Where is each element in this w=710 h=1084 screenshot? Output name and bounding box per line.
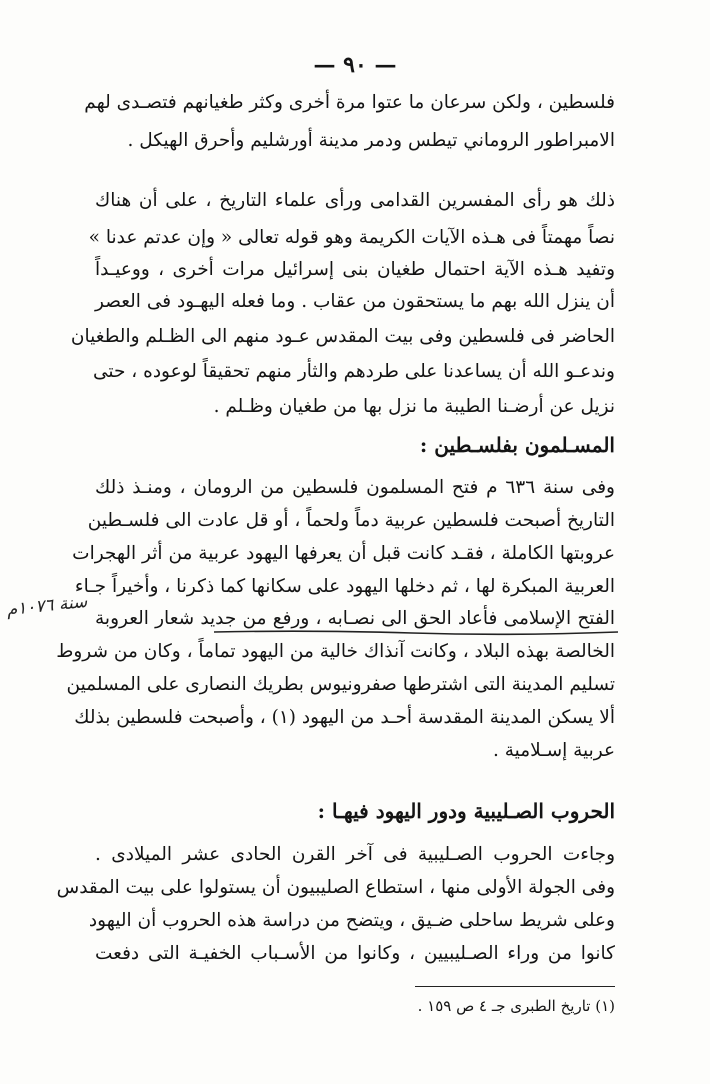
text-line: الامبراطور الروماني تيطس ودمر مدينة أورشليم وأحرق الهيكل . [127, 130, 615, 151]
text-line: وجاءت الحروب الصـليبية فى آخر القرن الحادى عشر الميلادى . [95, 844, 615, 865]
text-line: نزيل عن أرضـنا الطيبة ما نزل بها من طغيان وظـلم . [213, 396, 615, 417]
text-line: وندعـو الله أن يساعدنا على طردهم والثأر منهم تحقيقاً لوعوده ، حتى [92, 361, 615, 382]
text-line: عروبتها الكاملة ، فقـد كانت قبل أن يعرفها اليهود عربية من أثر الهجرات [72, 543, 615, 564]
text-line: العربية المبكرة لها ، ثم دخلها اليهود على سكانها كما ذكرنا ، وأخيراً جـاء [74, 576, 615, 597]
text-line: وعلى شريط ساحلى ضـيق ، ويتضح من دراسة هذه الحروب أن اليهود [88, 910, 615, 931]
text-line: وتفيد هـذه الآية احتمال طغيان بنى إسرائيل مرات أخرى ، ووعيـداً [95, 259, 615, 280]
text-line: عربية إسـلامية . [492, 740, 615, 761]
footnote: (١) تاريخ الطبرى جـ ٤ ص ١٥٩ . [417, 997, 615, 1015]
handwritten-margin-note: سنة ١٠٧٦م [5, 591, 89, 621]
section-heading: المسـلمون بفلسـطين : [419, 433, 615, 457]
text-line: فلسطين ، ولكن سرعان ما عتوا مرة أخرى وكثر طغيانهم فتصـدى لهم [84, 92, 615, 113]
page-number: — ٩٠ — [313, 52, 397, 78]
text-line: نصاً مهمتاً فى هـذه الآيات الكريمة وهو قوله تعالى « وإن عدتم عدنا » [88, 227, 615, 248]
text-line: الخالصة بهذه البلاد ، وكانت آنذاك خالية من اليهود تماماً ، وكان من شروط [56, 641, 615, 662]
text-line: ذلك هو رأى المفسرين القدامى ورأى علماء التاريخ ، على أن هناك [95, 190, 615, 211]
text-line: وفى الجولة الأولى منها ، استطاع الصليبيون أن يستولوا على بيت المقدس [56, 877, 615, 898]
text-line: الفتح الإسلامى فأعاد الحق الى نصـابه ، ورفع من جديد شعار العروبة [95, 608, 615, 629]
text-line: الحاضر فى فلسطين وفى بيت المقدس عـود منهم الى الظـلم والطغيان [70, 326, 615, 347]
text-line: ألا يسكن المدينة المقدسة أحـد من اليهود (١) ، وأصبحت فلسطين بذلك [74, 707, 615, 728]
handwritten-underline [212, 629, 620, 635]
text-line: تسليم المدينة التى اشترطها صفرونيوس بطريك النصارى على المسلمين [66, 674, 615, 695]
text-line: التاريخ أصبحت فلسطين عربية دماً ولحماً ، أو قل عادت الى فلسـطين [87, 510, 615, 531]
text-line: أن ينزل الله بهم ما يستحقون من عقاب . وما فعله اليهـود فى العصر [95, 291, 615, 312]
text-line: كانوا من وراء الصـليبيين ، وكانوا من الأسـباب الخفيـة التى دفعت [95, 943, 615, 964]
footnote-rule [415, 986, 615, 987]
section-heading: الحروب الصـليبية ودور اليهود فيهـا : [317, 799, 615, 823]
text-line: وفى سنة ٦٣٦ م فتح المسلمون فلسطين من الرومان ، ومنـذ ذلك [95, 477, 615, 498]
